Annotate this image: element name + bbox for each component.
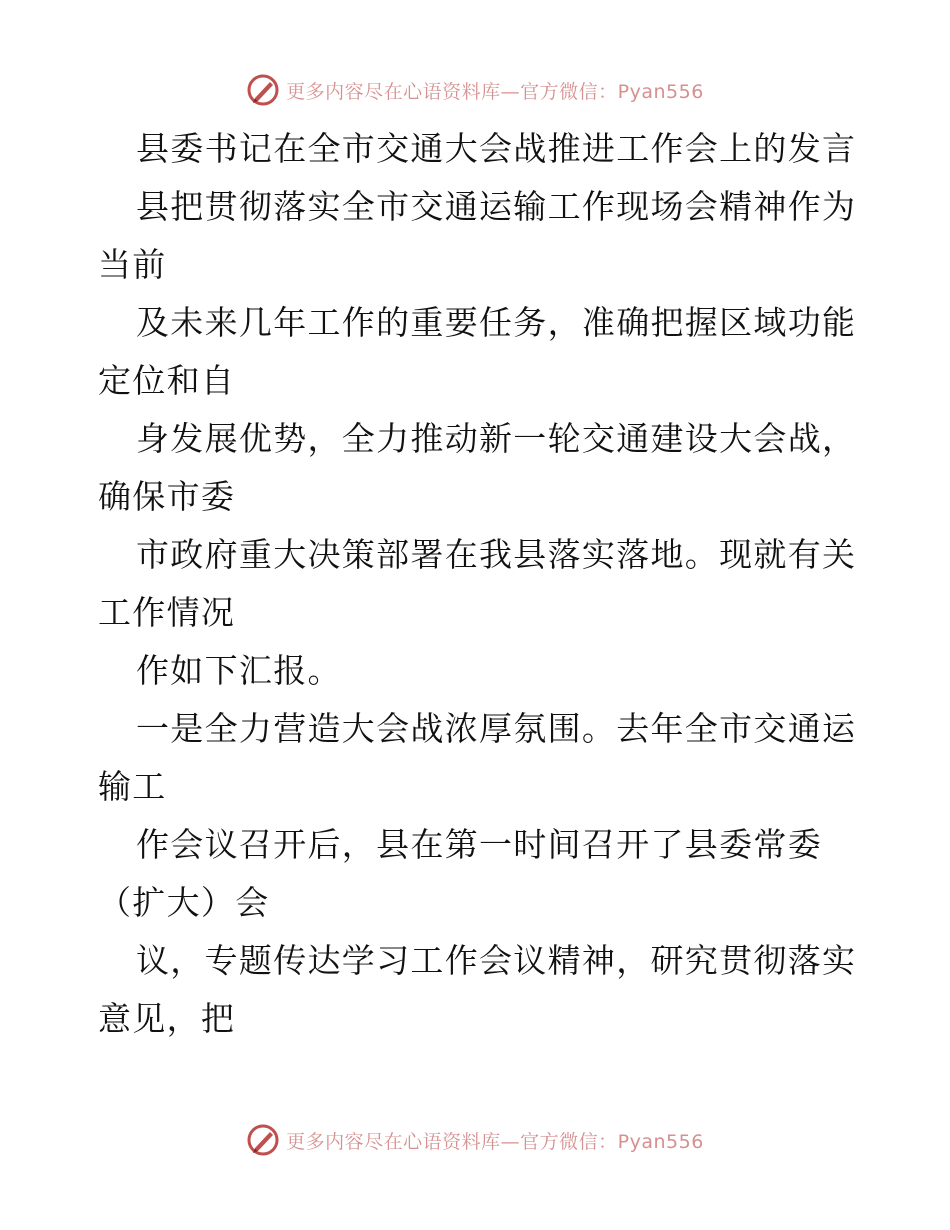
- text-line: 身发展优势，全力推动新一轮交通建设大会战，: [136, 419, 857, 458]
- text-line: 作会议召开后，县在第一时间召开了县委常委: [136, 825, 822, 864]
- document-body: [98, 120, 858, 1048]
- text-line: （扩大）会: [98, 883, 270, 922]
- watermark-label: [286, 1127, 704, 1154]
- text-line: 当前: [98, 245, 167, 284]
- text-line: 作如下汇报。: [136, 651, 342, 690]
- watermark-text: 更多内容尽在心语资料库—官方微信：: [286, 80, 618, 103]
- text-line: 县委书记在全市交通大会战推进工作会上的发言: [136, 129, 857, 168]
- text-line: 定位和自: [98, 361, 236, 400]
- watermark-footer: [0, 1120, 950, 1160]
- watermark-wechat-id: Pyan556: [617, 1130, 704, 1153]
- text-line: 及未来几年工作的重要任务，准确把握区域功能: [136, 303, 857, 342]
- text-line: 议，专题传达学习工作会议精神，研究贯彻落实: [136, 941, 857, 980]
- text-line: 一是全力营造大会战浓厚氛围。去年全市交通运: [136, 709, 857, 748]
- watermark-label: [286, 77, 704, 104]
- text-line: 输工: [98, 767, 167, 806]
- watermark-text: 更多内容尽在心语资料库—官方微信：: [286, 1130, 618, 1153]
- text-line: 确保市委: [98, 477, 236, 516]
- pen-seal-logo-icon: [246, 1123, 280, 1157]
- watermark-header: [0, 70, 950, 110]
- text-line: 意见，把: [98, 999, 236, 1038]
- text-line: 工作情况: [98, 593, 236, 632]
- text-line: 市政府重大决策部署在我县落实落地。现就有关: [136, 535, 857, 574]
- text-line: 县把贯彻落实全市交通运输工作现场会精神作为: [136, 187, 857, 226]
- pen-seal-logo-icon: [246, 73, 280, 107]
- watermark-wechat-id: Pyan556: [617, 80, 704, 103]
